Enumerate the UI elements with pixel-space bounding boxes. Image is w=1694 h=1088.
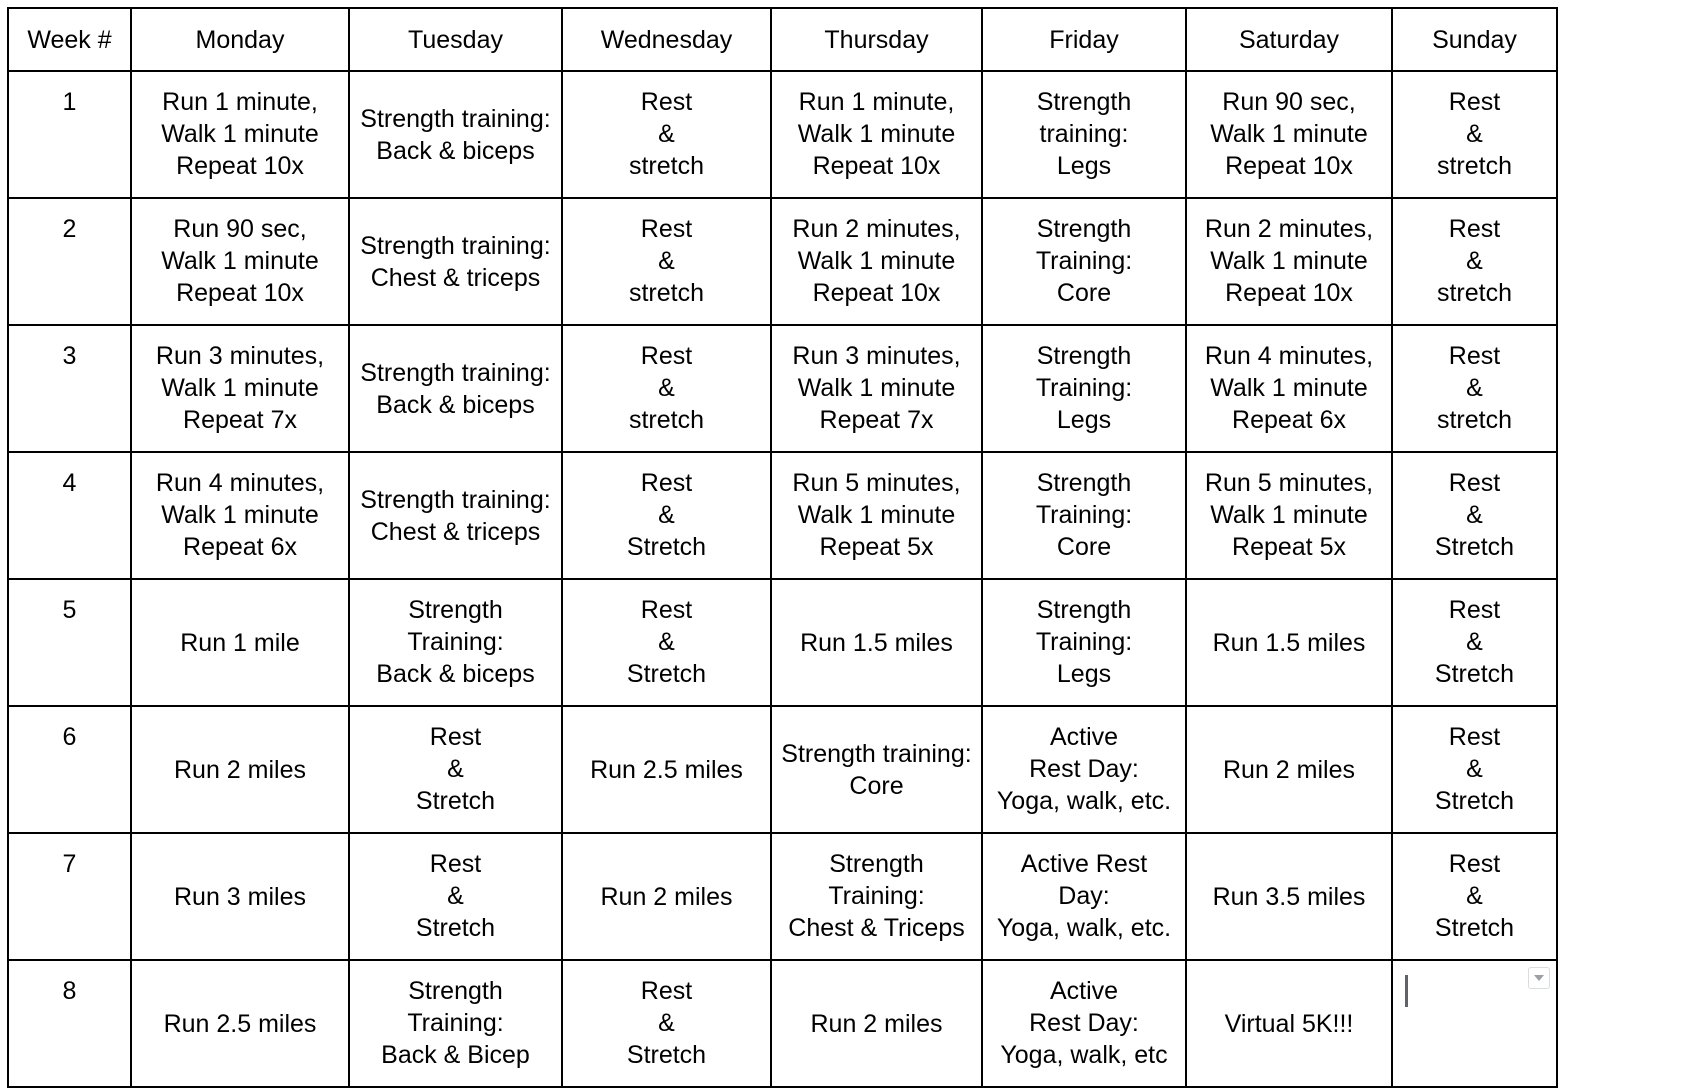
cell-wednesday[interactable]: Rest & Stretch: [562, 960, 771, 1087]
header-tuesday[interactable]: Tuesday: [349, 8, 562, 71]
table-row: [8, 706, 1557, 833]
cell-sunday[interactable]: Rest & stretch: [1392, 198, 1557, 325]
header-thursday[interactable]: Thursday: [771, 8, 982, 71]
week-number-cell[interactable]: 7: [8, 833, 131, 960]
header-sunday[interactable]: Sunday: [1392, 8, 1557, 71]
cell-tuesday[interactable]: Rest & Stretch: [349, 706, 562, 833]
week-number-cell[interactable]: 2: [8, 198, 131, 325]
cell-monday[interactable]: Run 90 sec, Walk 1 minute Repeat 10x: [131, 198, 349, 325]
cell-friday[interactable]: Strength training: Legs: [982, 71, 1186, 198]
cell-wednesday[interactable]: Run 2 miles: [562, 833, 771, 960]
cell-thursday[interactable]: Strength Training: Chest & Triceps: [771, 833, 982, 960]
header-saturday[interactable]: Saturday: [1186, 8, 1392, 71]
cell-friday[interactable]: Active Rest Day: Yoga, walk, etc.: [982, 833, 1186, 960]
cell-wednesday[interactable]: Rest & Stretch: [562, 452, 771, 579]
cell-saturday[interactable]: Run 3.5 miles: [1186, 833, 1392, 960]
cell-friday[interactable]: Strength Training: Core: [982, 198, 1186, 325]
table-row: [8, 452, 1557, 579]
cell-saturday[interactable]: Run 4 minutes, Walk 1 minute Repeat 6x: [1186, 325, 1392, 452]
table-row: [8, 960, 1557, 1087]
week-number-cell[interactable]: 6: [8, 706, 131, 833]
cell-wednesday[interactable]: Rest & stretch: [562, 325, 771, 452]
cell-sunday[interactable]: Rest & Stretch: [1392, 833, 1557, 960]
cell-thursday[interactable]: Run 2 miles: [771, 960, 982, 1087]
cell-monday[interactable]: Run 2.5 miles: [131, 960, 349, 1087]
cell-wednesday[interactable]: Rest & stretch: [562, 198, 771, 325]
cell-friday[interactable]: Active Rest Day: Yoga, walk, etc: [982, 960, 1186, 1087]
cell-saturday[interactable]: Virtual 5K!!!: [1186, 960, 1392, 1087]
table-row: [8, 71, 1557, 198]
header-monday[interactable]: Monday: [131, 8, 349, 71]
cell-monday[interactable]: Run 3 miles: [131, 833, 349, 960]
cell-saturday[interactable]: Run 1.5 miles: [1186, 579, 1392, 706]
cell-wednesday[interactable]: Rest & stretch: [562, 71, 771, 198]
header-wednesday[interactable]: Wednesday: [562, 8, 771, 71]
cell-wednesday[interactable]: Run 2.5 miles: [562, 706, 771, 833]
cell-thursday[interactable]: Run 3 minutes, Walk 1 minute Repeat 7x: [771, 325, 982, 452]
table-row: [8, 325, 1557, 452]
text-cursor-icon: [1405, 975, 1408, 1007]
week-number-cell[interactable]: 4: [8, 452, 131, 579]
training-schedule-table: [7, 7, 1558, 1088]
week-number-cell[interactable]: 5: [8, 579, 131, 706]
cell-thursday[interactable]: Run 2 minutes, Walk 1 minute Repeat 10x: [771, 198, 982, 325]
table-row: [8, 579, 1557, 706]
cell-saturday[interactable]: Run 90 sec, Walk 1 minute Repeat 10x: [1186, 71, 1392, 198]
cell-thursday[interactable]: Run 1.5 miles: [771, 579, 982, 706]
table-row: [8, 833, 1557, 960]
cell-thursday[interactable]: Strength training: Core: [771, 706, 982, 833]
cell-sunday[interactable]: Rest & Stretch: [1392, 452, 1557, 579]
cell-monday[interactable]: Run 2 miles: [131, 706, 349, 833]
cell-tuesday[interactable]: Rest & Stretch: [349, 833, 562, 960]
cell-tuesday[interactable]: Strength training: Back & biceps: [349, 71, 562, 198]
cell-thursday[interactable]: Run 5 minutes, Walk 1 minute Repeat 5x: [771, 452, 982, 579]
cell-tuesday[interactable]: Strength training: Chest & triceps: [349, 452, 562, 579]
cell-wednesday[interactable]: Rest & Stretch: [562, 579, 771, 706]
cell-friday[interactable]: Active Rest Day: Yoga, walk, etc.: [982, 706, 1186, 833]
cell-monday[interactable]: Run 3 minutes, Walk 1 minute Repeat 7x: [131, 325, 349, 452]
cell-tuesday[interactable]: Strength Training: Back & Bicep: [349, 960, 562, 1087]
header-friday[interactable]: Friday: [982, 8, 1186, 71]
cell-sunday[interactable]: Rest & Stretch: [1392, 706, 1557, 833]
cell-friday[interactable]: Strength Training: Legs: [982, 579, 1186, 706]
header-row: [8, 8, 1557, 71]
cell-saturday[interactable]: Run 5 minutes, Walk 1 minute Repeat 5x: [1186, 452, 1392, 579]
dropdown-arrow-icon[interactable]: [1528, 967, 1550, 989]
cell-saturday[interactable]: Run 2 miles: [1186, 706, 1392, 833]
cell-tuesday[interactable]: Strength training: Back & biceps: [349, 325, 562, 452]
cell-monday[interactable]: Run 4 minutes, Walk 1 minute Repeat 6x: [131, 452, 349, 579]
active-cell-sunday[interactable]: [1392, 960, 1557, 1087]
cell-sunday[interactable]: Rest & Stretch: [1392, 579, 1557, 706]
cell-tuesday[interactable]: Strength Training: Back & biceps: [349, 579, 562, 706]
week-number-cell[interactable]: 8: [8, 960, 131, 1087]
cell-monday[interactable]: Run 1 minute, Walk 1 minute Repeat 10x: [131, 71, 349, 198]
cell-sunday[interactable]: Rest & stretch: [1392, 325, 1557, 452]
cell-friday[interactable]: Strength Training: Legs: [982, 325, 1186, 452]
cell-friday[interactable]: Strength Training: Core: [982, 452, 1186, 579]
cell-monday[interactable]: Run 1 mile: [131, 579, 349, 706]
cell-saturday[interactable]: Run 2 minutes, Walk 1 minute Repeat 10x: [1186, 198, 1392, 325]
table-row: [8, 198, 1557, 325]
cell-thursday[interactable]: Run 1 minute, Walk 1 minute Repeat 10x: [771, 71, 982, 198]
cell-sunday[interactable]: Rest & stretch: [1392, 71, 1557, 198]
cell-tuesday[interactable]: Strength training: Chest & triceps: [349, 198, 562, 325]
week-number-cell[interactable]: 3: [8, 325, 131, 452]
week-number-cell[interactable]: 1: [8, 71, 131, 198]
header-week[interactable]: Week #: [8, 8, 131, 71]
